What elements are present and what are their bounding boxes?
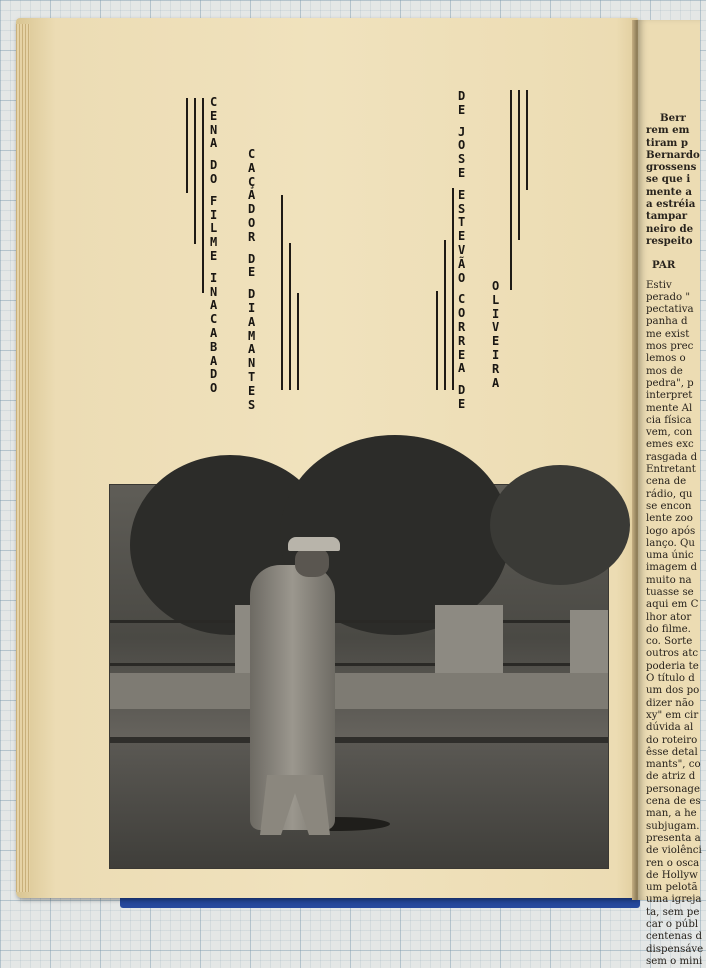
text-line: tuasse se xyxy=(646,586,694,598)
text-line: cena de es xyxy=(646,796,701,808)
vertical-word: I N A C A B A D O xyxy=(210,270,218,396)
text-line: mente Al xyxy=(646,402,693,414)
text-line: rádio, qu xyxy=(646,488,693,500)
text-line: me exist xyxy=(646,328,690,340)
text-line: um pelotã xyxy=(646,882,698,894)
text-line: centenas d xyxy=(646,931,703,943)
fence xyxy=(110,620,608,666)
text-line: êsse detal xyxy=(646,746,698,758)
text-line: cena de xyxy=(646,476,687,488)
text-line: sem o mini xyxy=(646,955,703,967)
film-still-photo xyxy=(110,485,608,868)
deco-line xyxy=(186,98,188,193)
text-line: dizer não xyxy=(646,697,695,709)
man-cap xyxy=(288,537,340,551)
text-line: emes exc xyxy=(646,439,694,451)
text-line: mos de xyxy=(646,365,683,377)
deco-line xyxy=(510,90,512,290)
text-line: uma igreja xyxy=(646,894,702,906)
road xyxy=(110,743,608,868)
text-line: de Hollyw xyxy=(646,869,698,881)
vertical-word: D I A M A N T E S xyxy=(248,287,256,412)
author-de-jose-estevao-correa-de xyxy=(458,90,465,412)
text-line: dúvida al xyxy=(646,722,694,734)
text-line: grossens xyxy=(646,161,697,174)
deco-line xyxy=(281,195,283,390)
vertical-word: C O R R E A xyxy=(458,292,466,376)
text-line: Estiv xyxy=(646,279,672,291)
vertical-word: E S T E V Ã O xyxy=(458,187,466,285)
deco-line xyxy=(289,243,291,390)
text-line: subjugam. xyxy=(646,820,700,832)
text-line: lhor ator xyxy=(646,611,692,623)
text-line: vem, con xyxy=(646,427,693,439)
wall xyxy=(110,673,608,709)
text-line: cia física xyxy=(646,414,692,426)
text-line: xy" em cir xyxy=(646,709,699,721)
section-heading: PAR xyxy=(652,259,676,272)
deco-line xyxy=(518,90,520,240)
text-line: co. Sorte xyxy=(646,636,693,648)
text-line: rasgada d xyxy=(646,451,698,463)
vertical-word: D E xyxy=(458,383,466,411)
magazine-right-page xyxy=(638,20,704,967)
text-line: mants", co xyxy=(646,759,701,771)
text-line: lanço. Qu xyxy=(646,537,695,549)
text-line: do roteiro xyxy=(646,734,698,746)
text-line: panha d xyxy=(646,316,688,328)
text-line: Bernardo xyxy=(646,148,700,161)
title-cacador-de-diamantes xyxy=(248,148,255,412)
right-column-text xyxy=(646,112,706,968)
text-line: rem em xyxy=(646,124,690,137)
text-line: mente a xyxy=(646,185,693,198)
deco-line xyxy=(444,240,446,390)
text-line: tiram p xyxy=(646,136,688,149)
text-line: de violênci xyxy=(646,845,702,857)
text-line: outros atc xyxy=(646,648,699,660)
vertical-word: C A Ç A D O R xyxy=(248,147,256,244)
man-head xyxy=(295,547,329,577)
text-line: muito na xyxy=(646,574,692,586)
text-line: tampar xyxy=(646,210,688,223)
text-line: respeito xyxy=(646,234,693,247)
title-cena-do-filme-inacabado xyxy=(210,96,217,396)
text-line: personage xyxy=(646,783,700,795)
vertical-word: C E N A xyxy=(210,95,218,151)
text-line: um dos po xyxy=(646,685,700,697)
text-line: pedra", p xyxy=(646,377,694,389)
text-line: dispensáve xyxy=(646,943,704,955)
text-line: mos prec xyxy=(646,341,694,353)
text-line: ren o osca xyxy=(646,857,700,869)
vertical-word: D E xyxy=(248,251,256,280)
text-line: aqui em C xyxy=(646,599,699,611)
tree-foliage xyxy=(490,465,630,585)
text-line: se que i xyxy=(646,173,691,186)
vertical-word: O L I V E I R A xyxy=(492,279,500,390)
text-line: logo após xyxy=(646,525,696,537)
text-line: do filme. xyxy=(646,623,691,635)
text-line: pectativa xyxy=(646,304,694,316)
vertical-word: D O xyxy=(210,158,218,186)
vertical-word: D E xyxy=(458,89,466,117)
text-line: neiro de xyxy=(646,222,694,235)
deco-line xyxy=(452,188,454,390)
text-line: O título d xyxy=(646,673,695,685)
text-line: lemos o xyxy=(646,353,686,365)
text-line: uma únic xyxy=(646,550,694,562)
deco-line xyxy=(194,98,196,244)
author-oliveira xyxy=(492,280,499,390)
deco-line xyxy=(297,293,299,390)
deco-line xyxy=(202,98,204,293)
text-line: poderia te xyxy=(646,660,699,672)
deco-line xyxy=(526,90,528,190)
text-line: interpret xyxy=(646,390,693,402)
text-line: Berr xyxy=(660,112,686,124)
vertical-word: J O S E xyxy=(458,124,466,180)
text-line: a estréia xyxy=(646,198,696,211)
text-line: de atriz d xyxy=(646,771,696,783)
text-line: Entretant xyxy=(646,464,696,476)
text-line: se encon xyxy=(646,500,692,512)
vertical-word: F I L M E xyxy=(210,193,218,263)
deco-line xyxy=(436,291,438,390)
text-line: imagem d xyxy=(646,562,697,574)
text-line: lente zoo xyxy=(646,513,693,525)
text-line: presenta a xyxy=(646,832,701,844)
text-line: man, a he xyxy=(646,808,697,820)
text-line: ta, sem pe xyxy=(646,906,700,918)
text-line: car o públ xyxy=(646,919,699,930)
text-line: perado " xyxy=(646,291,691,303)
